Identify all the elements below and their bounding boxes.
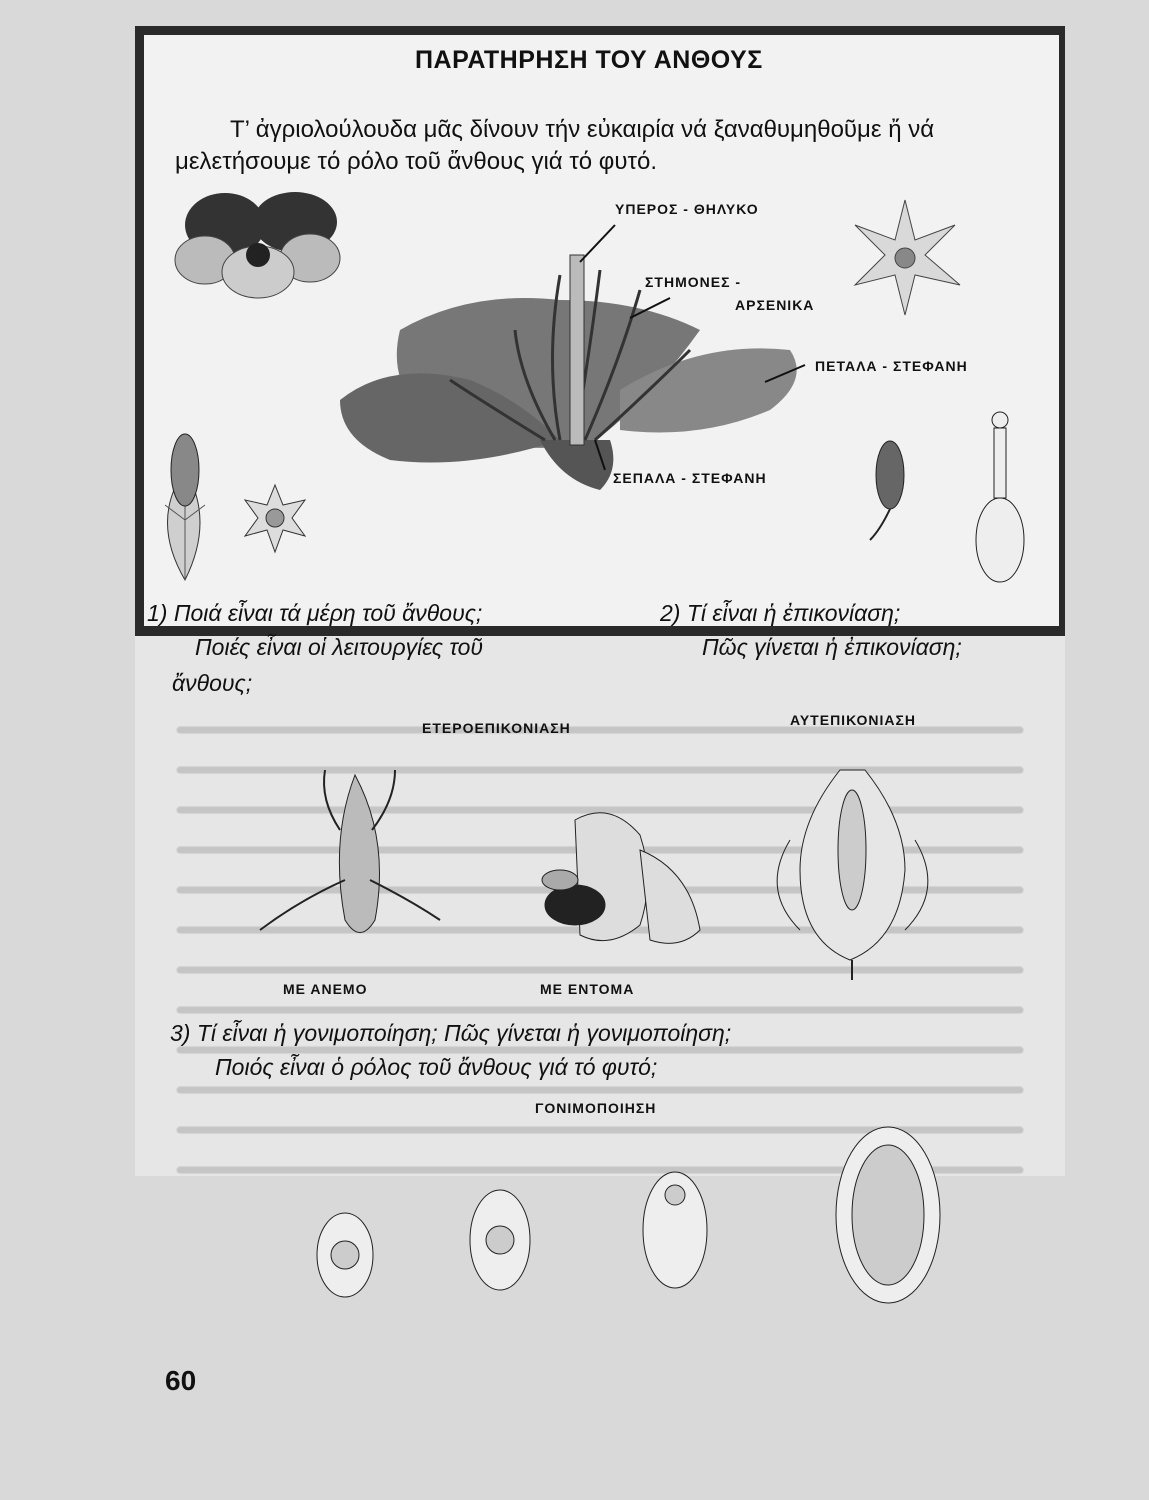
label-stamens-line2: ΑΡΣΕΝΙΚΑ <box>735 297 815 313</box>
label-pistil: ΥΠΕΡΟΣ - ΘΗΛΥΚΟ <box>615 201 759 217</box>
label-petals: ΠΕΤΑΛΑ - ΣΤΕΦΑΝΗ <box>815 358 968 374</box>
question-1-line1: 1) Ποιά εἶναι τά μέρη τοῦ ἄνθους; <box>147 600 483 626</box>
question-3-line2: Ποιός εἶναι ὁ ρόλος τοῦ ἄνθους γιά τό φυτό; <box>215 1054 658 1080</box>
page-title: ΠΑΡΑΤΗΡΗΣΗ ΤΟΥ ΑΝΘΟΥΣ <box>415 46 763 74</box>
label-by-insects: ΜΕ ΕΝΤΟΜΑ <box>540 981 635 997</box>
page-number: 60 <box>165 1365 197 1396</box>
label-stamens-line1: ΣΤΗΜΟΝΕΣ - <box>645 274 742 290</box>
intro-paragraph: Τ’ ἀγριολούλουδα μᾶς δίνουν τήν εὐκαιρία νά ξαναθυμηθοῦμε ἤ νά μελετήσουμε τό ρόλο τοῦ ἄνθους γιά τό φυτό. <box>175 116 935 175</box>
question-1-line2: Ποιές εἶναι οἱ λειτουργίες τοῦ <box>195 634 484 660</box>
label-by-wind: ΜΕ ΑΝΕΜΟ <box>283 981 368 997</box>
label-sepals: ΣΕΠΑΛΑ - ΣΤΕΦΑΝΗ <box>613 470 767 486</box>
question-1-line3: ἄνθους; <box>172 670 253 696</box>
label-fertilization: ΓΟΝΙΜΟΠΟΙΗΣΗ <box>535 1100 657 1116</box>
question-2-line2: Πῶς γίνεται ἡ ἐπικονίαση; <box>702 634 962 660</box>
question-3-line1: 3) Τί εἶναι ἡ γονιμοποίηση; Πῶς γίνεται ἡ γονιμοποίηση; <box>170 1020 732 1046</box>
label-self-pollination: ΑΥΤΕΠΙΚΟΝΙΑΣΗ <box>790 712 917 728</box>
question-2-line1: 2) Τί εἶναι ἡ ἐπικονίαση; <box>660 600 901 626</box>
label-cross-pollination: ΕΤΕΡΟΕΠΙΚΟΝΙΑΣΗ <box>422 720 571 736</box>
